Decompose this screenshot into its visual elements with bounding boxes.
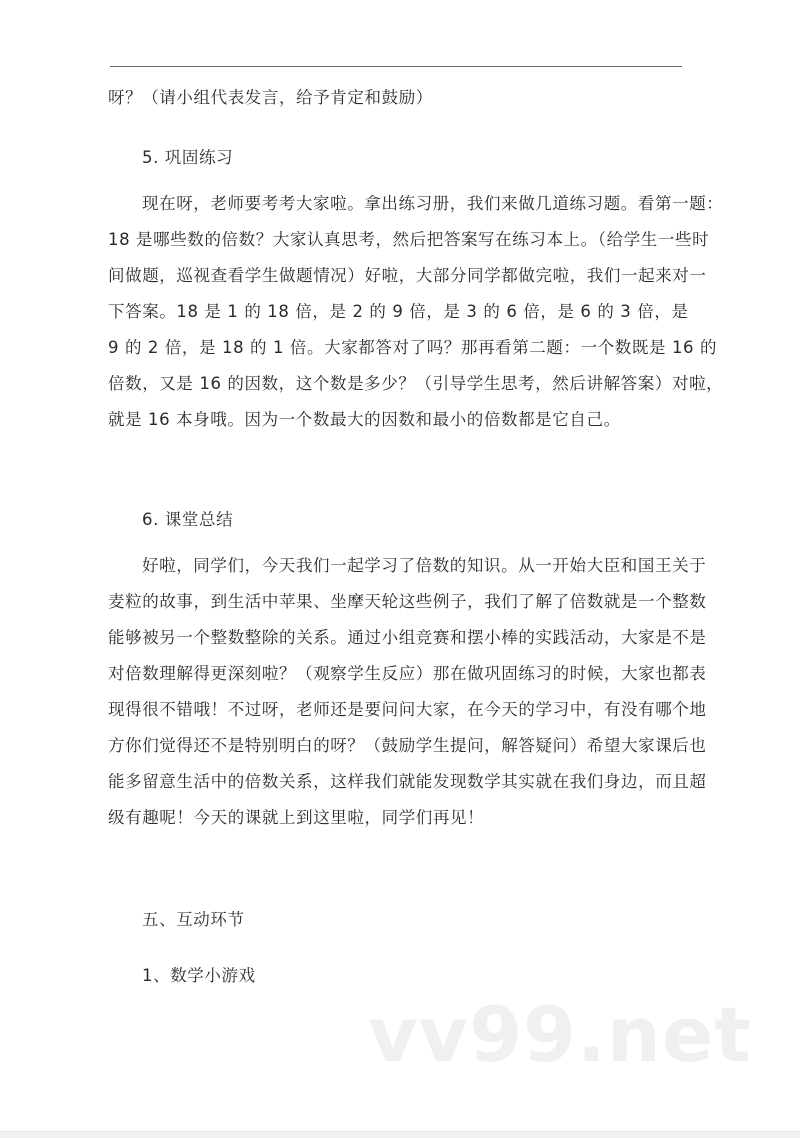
paragraph-line: 间做题，巡视查看学生做题情况）好啦，大部分同学都做完啦，我们一起来对一: [108, 266, 707, 285]
paragraph-line: 就是 16 本身哦。因为一个数最大的因数和最小的倍数都是它自己。: [108, 410, 621, 429]
paragraph-line: 呀？（请小组代表发言，给予肯定和鼓励）: [108, 88, 433, 107]
paragraph-line: 方你们觉得还不是特别明白的呀？（鼓励学生提问，解答疑问）希望大家课后也: [108, 736, 707, 755]
paragraph-line: 麦粒的故事，到生活中苹果、坐摩天轮这些例子，我们了解了倍数就是一个整数: [108, 592, 707, 611]
paragraph-line: 现得很不错哦！不过呀，老师还是要问问大家，在今天的学习中，有没有哪个地: [108, 700, 707, 719]
paragraph-line: 倍数，又是 16 的因数，这个数是多少？（引导学生思考，然后讲解答案）对啦，: [108, 374, 724, 393]
section-heading-summary: 6. 课堂总结: [142, 510, 234, 529]
paragraph-line: 18 是哪些数的倍数？大家认真思考，然后把答案写在练习本上。（给学生一些时: [108, 230, 710, 249]
section-heading-consolidation: 5. 巩固练习: [142, 148, 234, 167]
header-rule: [110, 66, 682, 67]
paragraph-continuation: [108, 80, 688, 116]
paragraph-line: 好啦，同学们，今天我们一起学习了倍数的知识。从一开始大臣和国王关于: [142, 556, 707, 575]
paragraph-practice: [108, 186, 724, 438]
paragraph-line: 9 的 2 倍，是 18 的 1 倍。大家都答对了吗？那再看第二题：一个数既是 16 的: [108, 338, 718, 357]
paragraph-line: 现在呀，老师要考考大家啦。拿出练习册，我们来做几道练习题。看第一题：: [142, 194, 724, 213]
paragraph-summary: [108, 548, 707, 836]
paragraph-line: 级有趣呢！今天的课就上到这里啦，同学们再见！: [108, 808, 485, 827]
paragraph-line: 能够被另一个整数整除的关系。通过小组竞赛和摆小棒的实践活动，大家是不是: [108, 628, 707, 647]
paragraph-line: 对倍数理解得更深刻啦？（观察学生反应）那在做巩固练习的时候，大家也都表: [108, 664, 707, 683]
paragraph-line: 下答案。18 是 1 的 18 倍，是 2 的 9 倍，是 3 的 6 倍，是 6 的 3 倍，是: [108, 302, 689, 321]
section-heading-interaction: 五、互动环节: [142, 910, 245, 929]
paragraph-line: 能多留意生活中的倍数关系，这样我们就能发现数学其实就在我们身边，而且超: [108, 772, 707, 791]
subsection-heading-math-game: 1、数学小游戏: [142, 966, 256, 985]
watermark-text: vv99.net: [368, 990, 752, 1079]
